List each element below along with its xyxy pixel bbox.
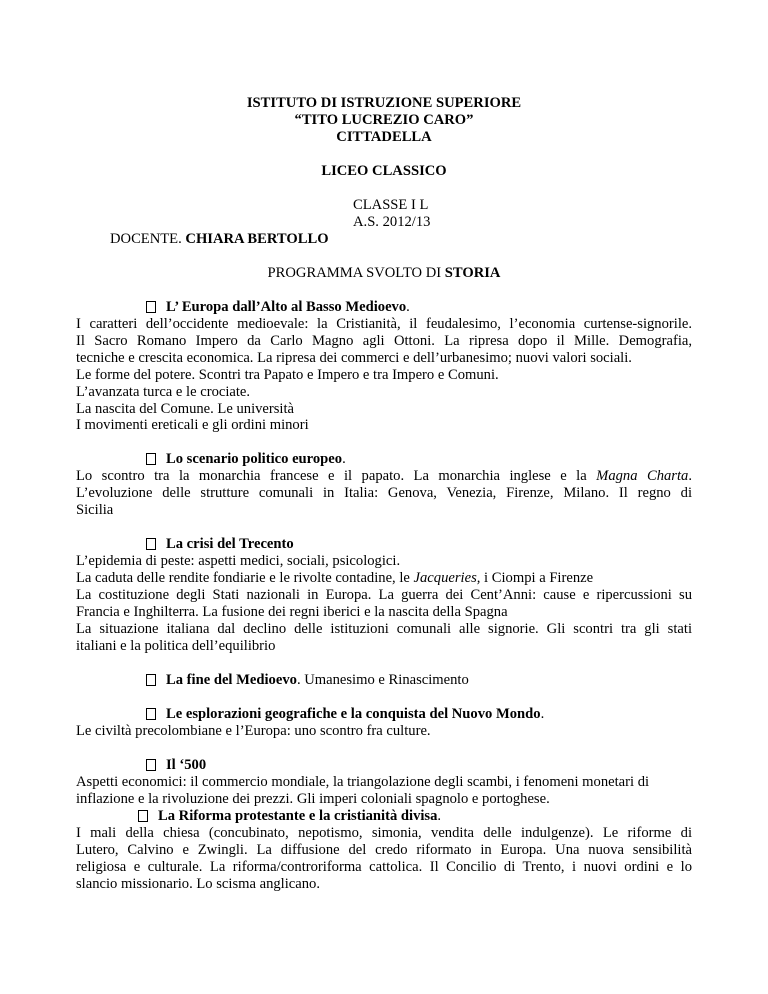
section-heading: Le esplorazioni geografiche e la conquista del Nuovo Mondo. [146,706,544,723]
section-heading: La crisi del Trecento [146,536,294,553]
teacher-name: CHIARA BERTOLLO [185,231,329,247]
section-body: I caratteri dell’occidente medioevale: la Cristianità, il feudalesimo, l’economia curtense-signorile. Il Sacro Romano Impero da Carlo Magno agli Ottoni. La ripresa dopo il Mille. Demografia, tecniche e crescita economica. La ripresa dei commerci e dell’urbanesimo; nuovi valori sociali. Le forme del potere. Scontri tra Papato e Impero e tra Impero e Comuni. L’avanzata turca e le crociate. La nascita del Comune. Le università I movimenti ereticali e gli ordini minori [76,316,692,434]
section-body: Lo scontro tra la monarchia francese e il papato. La monarchia inglese e la Magna Charta. L’evoluzione delle strutture comunali in Italia: Genova, Venezia, Firenze, Milano. Il regno di Sicilia [76,468,692,518]
section-heading: Lo scenario politico europeo. [146,451,346,468]
bullet-icon [146,708,156,720]
program-label: PROGRAMMA SVOLTO DI [267,265,445,281]
school-name: “TITO LUCREZIO CARO” [294,112,474,128]
section-heading: La Riforma protestante e la cristianità divisa. [138,808,441,825]
bullet-icon [146,674,156,686]
bullet-icon [138,810,148,822]
program-subject: STORIA [444,265,501,281]
section-body: I mali della chiesa (concubinato, nepotismo, simonia, vendita delle indulgenze). Le riforme di Lutero, Calvino e Zwingli. La diffusione del credo riformato in Europa. Una nuova sensibilità religiosa e culturale. La riforma/controriforma cattolica. Il Concilio di Trento, i nuovi ordini e lo slancio missionario. Lo scisma anglicano. [76,825,692,892]
bullet-icon [146,538,156,550]
teacher-line [110,231,329,248]
section-heading: L’ Europa dall’Alto al Basso Medioevo. [146,299,410,316]
teacher-label: DOCENTE. [110,231,186,247]
bullet-icon [146,453,156,465]
section-heading: Il ‘500 [146,757,206,774]
school-city: CITTADELLA [336,129,432,145]
section-heading: La fine del Medioevo. Umanesimo e Rinascimento [146,672,469,689]
bullet-icon [146,759,156,771]
class-label: CLASSE I L [353,197,429,213]
program-title [0,265,768,282]
school-year: A.S. 2012/13 [353,214,431,230]
section-body: L’epidemia di peste: aspetti medici, sociali, psicologici. La caduta delle rendite fondiarie e le rivolte contadine, le Jacqueries, i Ciompi a Firenze La costituzione degli Stati nazionali in Europa. La guerra dei Cent’Anni: cause e ripercussioni su Francia e Inghilterra. La fusione dei regni iberici e la nascita della Spagna La situazione italiana dal declino delle istituzioni comunali alle signorie. Gli scontri tra gli stati italiani e la politica dell’equilibrio [76,553,692,654]
section-body: Aspetti economici: il commercio mondiale, la triangolazione degli scambi, i fenomeni monetari di inflazione e la rivoluzione dei prezzi. Gli imperi coloniali spagnolo e portoghese. [76,774,650,807]
school-type: LICEO CLASSICO [321,163,447,179]
bullet-icon [146,301,156,313]
school-title: ISTITUTO DI ISTRUZIONE SUPERIORE [246,95,522,111]
section-body: Le civiltà precolombiane e l’Europa: uno scontro fra culture. [76,723,431,739]
